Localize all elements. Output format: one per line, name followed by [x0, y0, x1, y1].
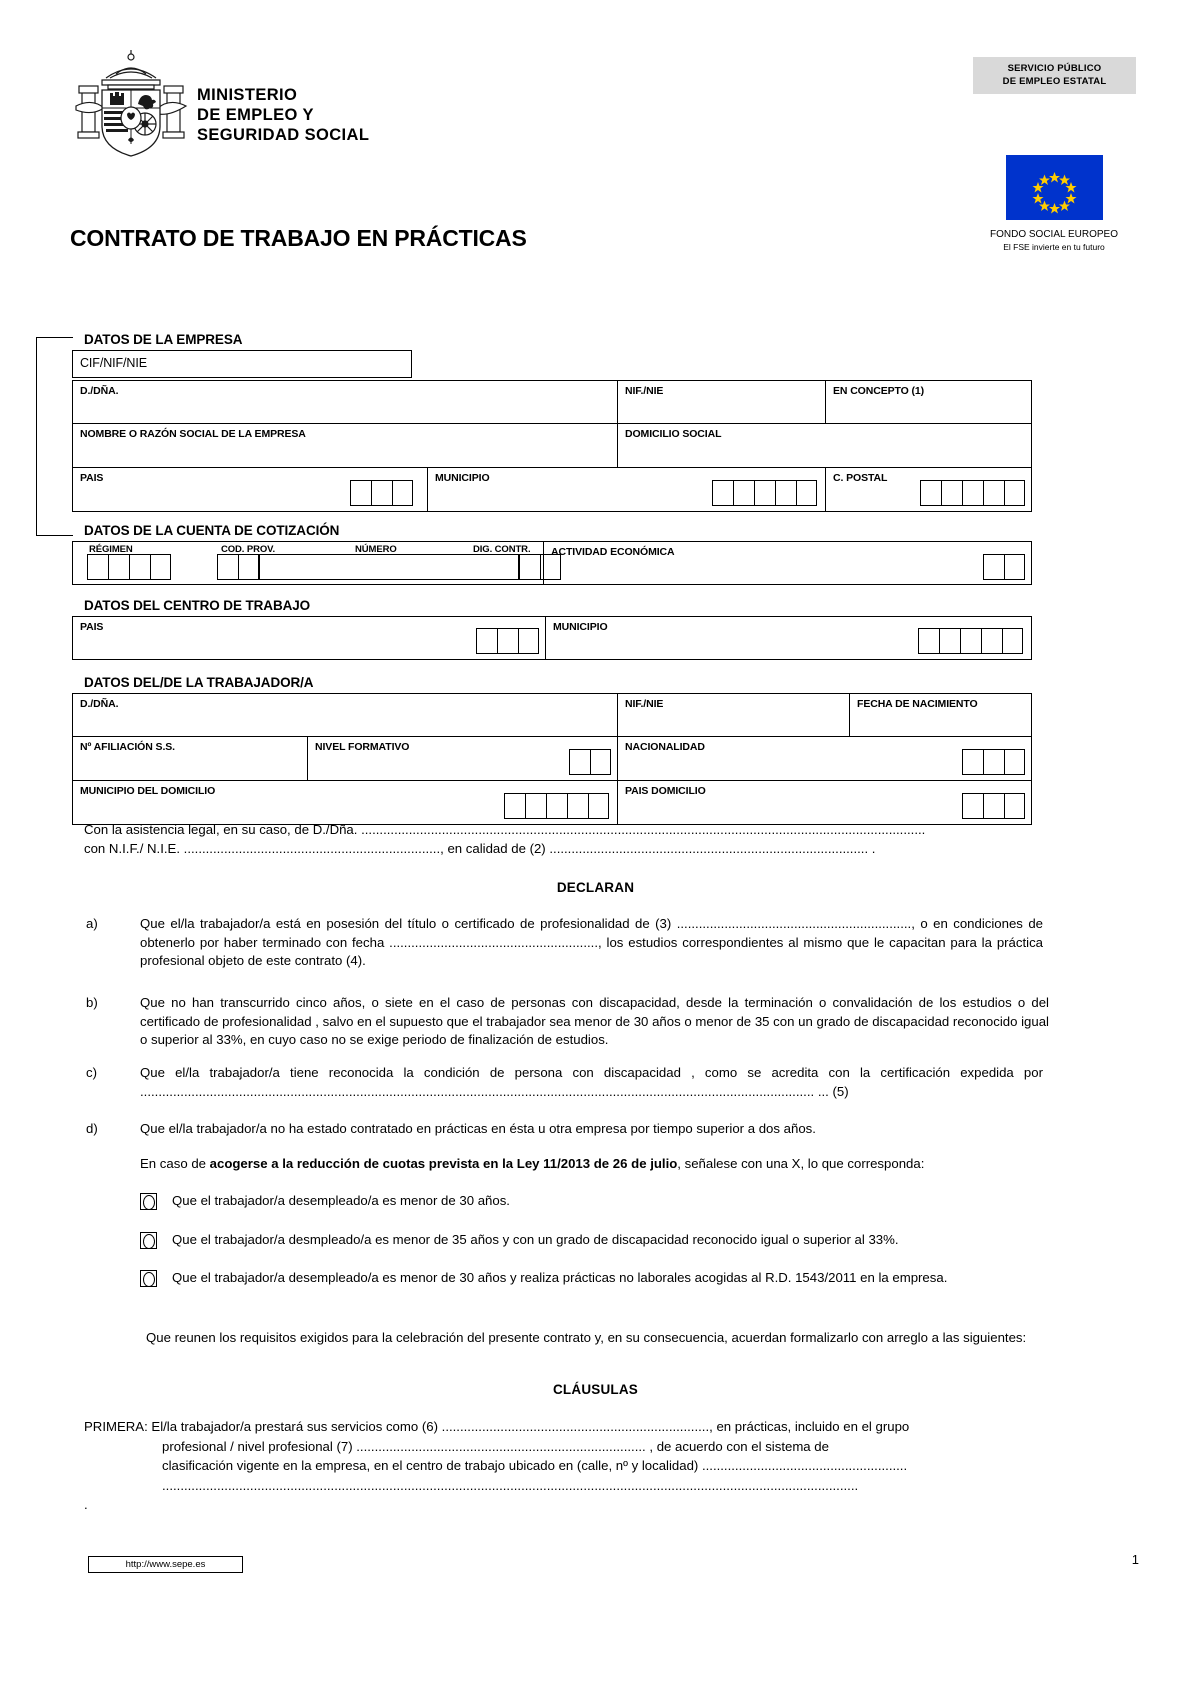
- field-numero-label: NÚMERO: [355, 544, 397, 555]
- cell[interactable]: [525, 793, 546, 819]
- checkbox-practicas-no-laborales[interactable]: [140, 1270, 157, 1287]
- checkbox-menor-35-discapacidad[interactable]: [140, 1232, 157, 1249]
- page-title: CONTRATO DE TRABAJO EN PRÁCTICAS: [70, 225, 527, 251]
- cell[interactable]: [983, 554, 1004, 580]
- field-nacionalidad[interactable]: [618, 737, 1032, 781]
- fse-line-2: El FSE invierte en tu futuro: [1003, 242, 1105, 252]
- cell[interactable]: [504, 793, 525, 819]
- section-centro-title: DATOS DEL CENTRO DE TRABAJO: [84, 598, 311, 613]
- cell[interactable]: [108, 554, 129, 580]
- field-empresa-municipio-label: MUNICIPIO: [435, 472, 490, 484]
- reduccion-checkbox-2-row: [0, 1231, 1191, 1250]
- field-centro-pais[interactable]: [72, 616, 546, 660]
- cell[interactable]: [796, 480, 817, 506]
- cell[interactable]: [518, 628, 539, 654]
- clausulas-heading-wrap: [0, 1381, 1191, 1400]
- checkbox-menor-30[interactable]: [140, 1193, 157, 1210]
- cell[interactable]: [476, 628, 497, 654]
- ministry-line-2: DE EMPLEO Y: [197, 106, 314, 124]
- field-centro-pais-label: PAIS: [80, 621, 104, 633]
- cell[interactable]: [569, 749, 590, 775]
- reduccion-intro-post: , señalese con una X, lo que corresponda:: [677, 1156, 925, 1171]
- field-trabajador-nif-label: NIF./NIE: [625, 698, 664, 710]
- field-nivel-formativo-cells[interactable]: [569, 749, 611, 775]
- section-trabajador: [72, 675, 1032, 825]
- fse-caption: [959, 229, 1149, 253]
- declaran-text-b: Que no han transcurrido cinco años, o siete en el caso de personas con discapacidad, desde la terminación o convalidación de los estudios o del certificado de profesionalidad , salvo en el supuesto que el trabajador sea menor de 30 años o menor de 35 con un grado de discapacidad reconocido igual o superior al 33%, en cuyo caso no se exige periodo de finalización de estudios.: [140, 995, 1049, 1048]
- section-cotizacion-title: DATOS DE LA CUENTA DE COTIZACIÓN: [84, 523, 340, 538]
- field-centro-municipio-cells[interactable]: [918, 628, 1023, 654]
- field-nacionalidad-cells[interactable]: [962, 749, 1025, 775]
- field-afiliacion-label: Nº AFILIACIÓN S.S.: [80, 741, 175, 753]
- cell[interactable]: [150, 554, 171, 580]
- declaran-item-c: [0, 1064, 1191, 1101]
- cell[interactable]: [1004, 480, 1025, 506]
- sepe-line-2: DE EMPLEO ESTATAL: [1002, 76, 1107, 87]
- cell[interactable]: [1004, 554, 1025, 580]
- field-municipio-domicilio[interactable]: [72, 781, 618, 825]
- field-pais-domicilio[interactable]: [618, 781, 1032, 825]
- ministry-line-1: MINISTERIO: [197, 86, 298, 104]
- declaran-item-b: [0, 994, 1191, 1050]
- declaran-marker-c: c): [86, 1065, 97, 1080]
- cell[interactable]: [983, 793, 1004, 819]
- declaran-heading: DECLARAN: [556, 880, 635, 895]
- checkbox-label-practicas-no-laborales: Que el trabajador/a desempleado/a es menor de 30 años y realiza prácticas no laborales acogidas al R.D. 1543/2011 en la empresa.: [172, 1270, 948, 1285]
- section-trabajador-title: DATOS DEL/DE LA TRABAJADOR/A: [84, 675, 314, 690]
- spain-coat-of-arms-icon: [72, 48, 190, 160]
- cell[interactable]: [371, 480, 392, 506]
- field-centro-municipio-label: MUNICIPIO: [553, 621, 608, 633]
- field-actividad-economica-label: ACTIVIDAD ECONÓMICA: [551, 546, 675, 558]
- cell[interactable]: [590, 749, 611, 775]
- field-codigo-postal-cells[interactable]: [920, 480, 1025, 506]
- reduccion-checkbox-1-row: [0, 1192, 1191, 1211]
- declaran-text-a: Que el/la trabajador/a está en posesión del título o certificado de profesionalidad de (3) ................................................................, o en condiciones de obtenerlo por haber terminado con fecha ........................................................., los estudios correspondientes al mismo que le capacitan para la práctica profesional objeto de este contrato (4).: [140, 916, 1043, 969]
- section-cotizacion: [72, 523, 1032, 585]
- empresa-bracket: [36, 337, 73, 536]
- clausula-primera-line-5: .: [84, 1497, 88, 1512]
- reduccion-checkbox-3-row: [0, 1269, 1191, 1288]
- field-regimen-cells[interactable]: [87, 554, 171, 580]
- cell[interactable]: [259, 554, 519, 580]
- asistencia-line-1: Con la asistencia legal, en su caso, de D./Dña. ..........................................................................................................................................................: [84, 822, 926, 837]
- page-header: [0, 0, 1191, 290]
- cell[interactable]: [939, 628, 960, 654]
- section-centro-trabajo: [72, 598, 1032, 660]
- field-centro-municipio[interactable]: [546, 616, 1032, 660]
- ministry-line-3: SEGURIDAD SOCIAL: [197, 126, 370, 144]
- declaran-heading-wrap: [0, 879, 1191, 898]
- field-codigo-postal[interactable]: [826, 468, 1032, 512]
- field-trabajador-dona[interactable]: [72, 693, 618, 737]
- field-empresa-municipio-cells[interactable]: [712, 480, 817, 506]
- field-nacionalidad-label: NACIONALIDAD: [625, 741, 705, 753]
- declaran-text-c: Que el/la trabajador/a tiene reconocida la condición de persona con discapacidad , como se acredita con la certificación expedida por ........................................................................................................................................................................................ ... (5): [140, 1065, 1043, 1099]
- cell[interactable]: [733, 480, 754, 506]
- cell[interactable]: [981, 628, 1002, 654]
- cell[interactable]: [392, 480, 413, 506]
- field-numero-cells[interactable]: [259, 554, 519, 580]
- field-pais-domicilio-cells[interactable]: [962, 793, 1025, 819]
- declaran-marker-a: a): [86, 916, 98, 931]
- cell[interactable]: [983, 480, 1004, 506]
- field-cod-prov-label: COD. PROV.: [221, 544, 276, 555]
- cell[interactable]: [497, 628, 518, 654]
- field-empresa-municipio[interactable]: [428, 468, 826, 512]
- section-empresa-title: DATOS DE LA EMPRESA: [84, 332, 243, 347]
- field-empresa-dona[interactable]: [72, 380, 618, 424]
- cell[interactable]: [217, 554, 238, 580]
- reduccion-intro: [0, 1155, 1191, 1174]
- cell[interactable]: [1002, 628, 1023, 654]
- cell[interactable]: [546, 793, 567, 819]
- field-centro-pais-cells[interactable]: [476, 628, 539, 654]
- clausula-primera: [0, 1417, 1191, 1515]
- cell[interactable]: [519, 554, 540, 580]
- checkbox-label-menor-30: Que el trabajador/a desempleado/a es menor de 30 años.: [172, 1193, 510, 1208]
- declaran-marker-d: d): [86, 1121, 98, 1136]
- section-empresa: [72, 332, 1032, 512]
- field-domicilio-social[interactable]: [618, 424, 1032, 468]
- asistencia-line-2: con N.I.F./ N.I.E. ......................................................................, en calidad de (2) ....................................................................................... .: [84, 841, 876, 856]
- cell[interactable]: [238, 554, 259, 580]
- reduccion-intro-pre: En caso de: [140, 1156, 210, 1171]
- field-en-concepto-label: EN CONCEPTO (1): [833, 385, 925, 397]
- cell[interactable]: [918, 628, 939, 654]
- asistencia-legal: [84, 820, 1034, 858]
- checkbox-label-menor-35: Que el trabajador/a desmpleado/a es menor de 35 años y con un grado de discapacidad reconocido igual o superior al 33%.: [172, 1232, 899, 1247]
- ministry-name: [197, 85, 369, 145]
- field-empresa-nif-label: NIF./NIE: [625, 385, 664, 397]
- sepe-line-1: SERVICIO PÚBLICO: [1007, 63, 1102, 74]
- european-union-flag-icon: [1006, 155, 1103, 220]
- field-nivel-formativo[interactable]: [308, 737, 618, 781]
- cell[interactable]: [962, 793, 983, 819]
- field-afiliacion-ss[interactable]: [72, 737, 308, 781]
- cell[interactable]: [960, 628, 981, 654]
- field-dig-contr-label: DIG. CONTR.: [473, 544, 531, 555]
- declaran-item-d: [0, 1120, 1191, 1139]
- field-empresa-pais-cells[interactable]: [350, 480, 413, 506]
- clausula-primera-line-1: PRIMERA: El/la trabajador/a prestará sus servicios como (6) ........................................................................., en prácticas, incluido en el grupo: [84, 1419, 910, 1434]
- cell[interactable]: [920, 480, 941, 506]
- field-fecha-nacimiento[interactable]: [850, 693, 1032, 737]
- field-fecha-nacimiento-label: FECHA DE NACIMIENTO: [857, 698, 978, 710]
- field-empresa-dona-label: D./DÑA.: [80, 385, 119, 397]
- field-actividad-economica[interactable]: [544, 541, 1032, 585]
- cell[interactable]: [1004, 749, 1025, 775]
- cell[interactable]: [350, 480, 371, 506]
- declaran-marker-b: b): [86, 995, 98, 1010]
- field-nivel-formativo-label: NIVEL FORMATIVO: [315, 741, 410, 753]
- field-trabajador-dona-label: D./DÑA.: [80, 698, 119, 710]
- field-municipio-domicilio-label: MUNICIPIO DEL DOMICILIO: [80, 785, 216, 797]
- page-number: 1: [1131, 1552, 1139, 1567]
- field-cif-label: CIF/NIF/NIE: [80, 356, 147, 370]
- declaran-closing-text: Que reunen los requisitos exigidos para la celebración del presente contrato y, en su consecuencia, acuerdan formalizarlo con arreglo a las siguientes:: [146, 1330, 1027, 1345]
- sepe-badge: [973, 57, 1136, 94]
- reduccion-intro-bold: acogerse a la reducción de cuotas prevista en la Ley 11/2013 de 26 de julio: [209, 1156, 678, 1171]
- field-cif-nif-nie[interactable]: [72, 350, 412, 378]
- cell[interactable]: [983, 749, 1004, 775]
- field-en-concepto[interactable]: [826, 380, 1032, 424]
- cell[interactable]: [754, 480, 775, 506]
- declaran-item-a: [0, 915, 1191, 971]
- field-cod-prov-cells[interactable]: [217, 554, 259, 580]
- field-nombre-razon-label: NOMBRE O RAZÓN SOCIAL DE LA EMPRESA: [80, 428, 306, 440]
- cell[interactable]: [129, 554, 150, 580]
- field-cuenta-cotizacion[interactable]: [72, 541, 544, 585]
- declaran-closing: [0, 1328, 1191, 1348]
- field-pais-domicilio-label: PAIS DOMICILIO: [625, 785, 706, 797]
- cell[interactable]: [712, 480, 733, 506]
- field-empresa-pais-label: PAIS: [80, 472, 104, 484]
- cell[interactable]: [87, 554, 108, 580]
- clausula-primera-line-2: profesional / nivel profesional (7) ............................................................................... , de acuerdo con el sistema de: [162, 1438, 829, 1454]
- cell[interactable]: [962, 749, 983, 775]
- clausula-primera-line-3: clasificación vigente en la empresa, en el centro de trabajo ubicado en (calle, nº y localidad) ........................................................: [162, 1458, 908, 1473]
- cell[interactable]: [775, 480, 796, 506]
- fse-line-1: FONDO SOCIAL EUROPEO: [990, 229, 1118, 240]
- clausula-primera-line-4: ..............................................................................................................................................................................................: [162, 1477, 859, 1493]
- footer-url[interactable]: http://www.sepe.es: [88, 1556, 243, 1573]
- field-trabajador-nif[interactable]: [618, 693, 850, 737]
- cell[interactable]: [941, 480, 962, 506]
- field-municipio-domicilio-cells[interactable]: [504, 793, 609, 819]
- field-domicilio-social-label: DOMICILIO SOCIAL: [625, 428, 722, 440]
- cell[interactable]: [1004, 793, 1025, 819]
- declaran-text-d: Que el/la trabajador/a no ha estado contratado en prácticas en ésta u otra empresa por tiempo superior a dos años.: [140, 1121, 816, 1136]
- field-empresa-pais[interactable]: [72, 468, 428, 512]
- cell[interactable]: [567, 793, 588, 819]
- cell[interactable]: [962, 480, 983, 506]
- field-regimen-label: RÉGIMEN: [89, 544, 133, 555]
- field-actividad-cells[interactable]: [983, 554, 1025, 580]
- cell[interactable]: [588, 793, 609, 819]
- clausulas-heading: CLÁUSULAS: [552, 1382, 639, 1397]
- field-nombre-razon-social[interactable]: [72, 424, 618, 468]
- field-empresa-nif[interactable]: [618, 380, 826, 424]
- field-codigo-postal-label: C. POSTAL: [833, 472, 888, 484]
